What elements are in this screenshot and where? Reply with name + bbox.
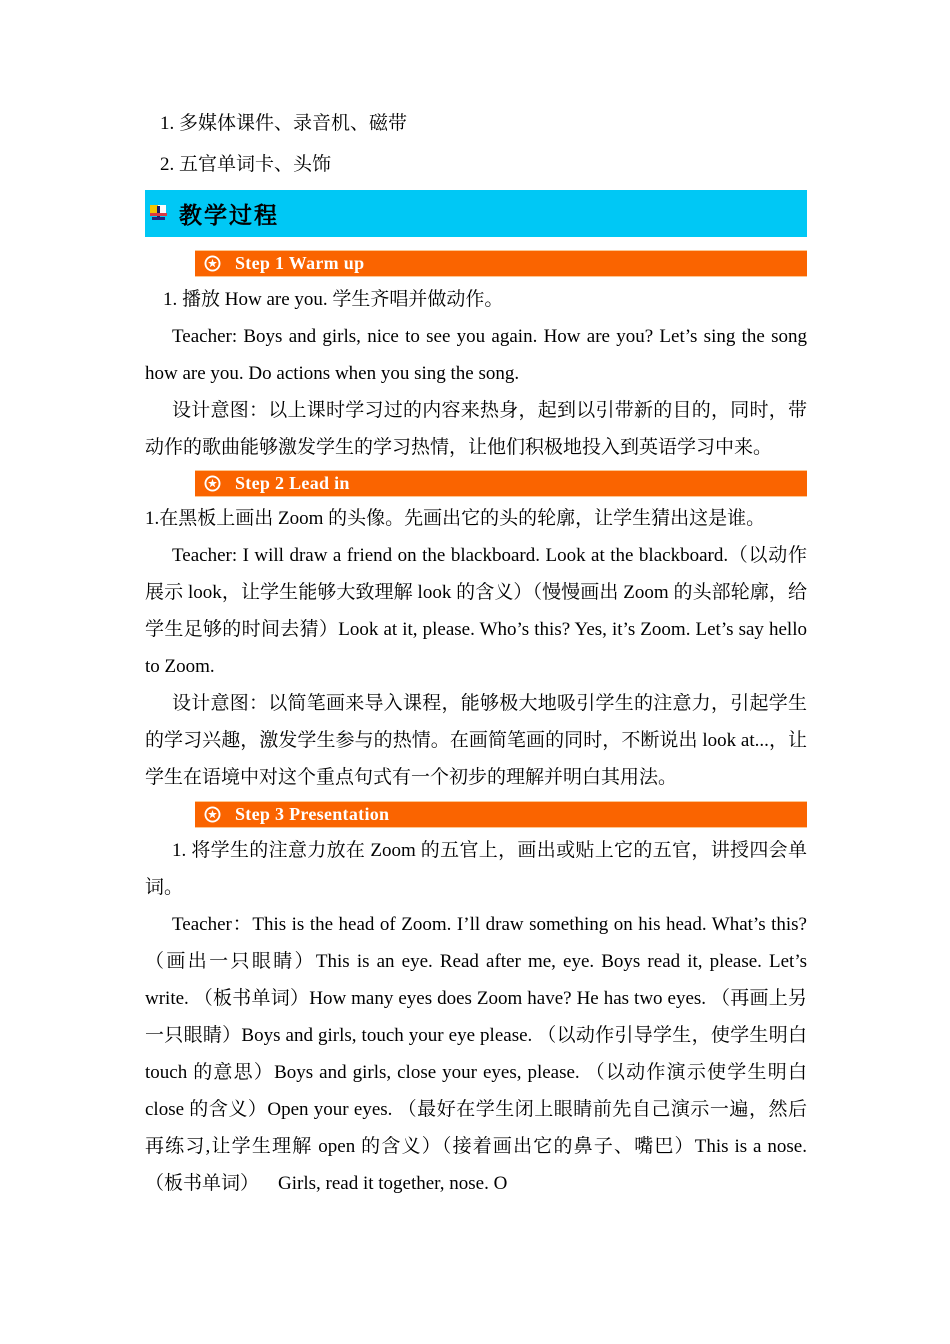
step2-banner: [195, 470, 807, 497]
star-circle-icon: [204, 475, 221, 492]
star-circle-icon: [204, 255, 221, 272]
step2-teacher-script: Teacher: I will draw a friend on the blackboard. Look at the blackboard.（以动作展示 look，让学生能够大致理解 look 的含义）（慢慢画出 Zoom 的头部轮廓，给学生足够的时间去猜）Look at it, please. Who’s this? Yes, it’s Zoom. Let’s say hello to Zoom.: [145, 545, 807, 677]
step1-design-intent: 设计意图：以上课时学习过的内容来热身，起到以引带新的目的，同时，带动作的歌曲能够激发学生的学习热情，让他们积极地投入到英语学习中来。: [145, 400, 807, 458]
section-title: 教学过程: [179, 203, 279, 228]
step1-title: Step 1 Warm up: [235, 253, 365, 273]
prep-list-item-1: 1. 多媒体课件、录音机、磁带: [160, 113, 408, 134]
step2-design-intent: 设计意图：以简笔画来导入课程，能够极大地吸引学生的注意力，引起学生的学习兴趣，激发学生参与的热情。在画简笔画的同时，不断说出 look at...，让学生在语境中对这个重点句式有一个初步的理解并明白其用法。: [145, 693, 807, 788]
step2-instruction: 1.在黑板上画出 Zoom 的头像。先画出它的头的轮廓，让学生猜出这是谁。: [145, 508, 766, 529]
step3-instruction: 1. 将学生的注意力放在 Zoom 的五官上，画出或贴上它的五官，讲授四会单词。: [145, 840, 807, 898]
step2-title: Step 2 Lead in: [235, 473, 350, 493]
star-circle-icon: [204, 806, 221, 823]
step3-banner: [195, 801, 807, 828]
step1-banner: [195, 250, 807, 277]
step1-instruction: 1. 播放 How are you. 学生齐唱并做动作。: [163, 289, 504, 310]
prep-list-item-2: 2. 五官单词卡、头饰: [160, 154, 332, 175]
ornament-bullet-icon: [150, 205, 167, 222]
step3-title: Step 3 Presentation: [235, 804, 390, 824]
step3-teacher-script: Teacher：This is the head of Zoom. I’ll draw something on his head. What’s this?（画出一只眼睛）This is an eye. Read after me, eye. Boys read it, please. Let’s write. （板书单词）How many eyes does Zoom have? He has two eyes. （再画上另一只眼睛）Boys and girls, touch your eye please. （以动作引导学生，使学生明白 touch 的意思）Boys and girls, close your eyes, please. （以动作演示使学生明白 close 的含义）Open your eyes. （最好在学生闭上眼睛前先自己演示一遍，然后再练习,让学生理解 open 的含义）（接着画出它的鼻子、嘴巴）This is a nose.（板书单词） Girls, read it together, nose. O: [145, 914, 807, 1194]
section-banner-teaching-process: [145, 190, 807, 237]
step1-teacher-script: Teacher: Boys and girls, nice to see you again. How are you? Let’s sing the song how are you. Do actions when you sing the song.: [145, 326, 807, 384]
